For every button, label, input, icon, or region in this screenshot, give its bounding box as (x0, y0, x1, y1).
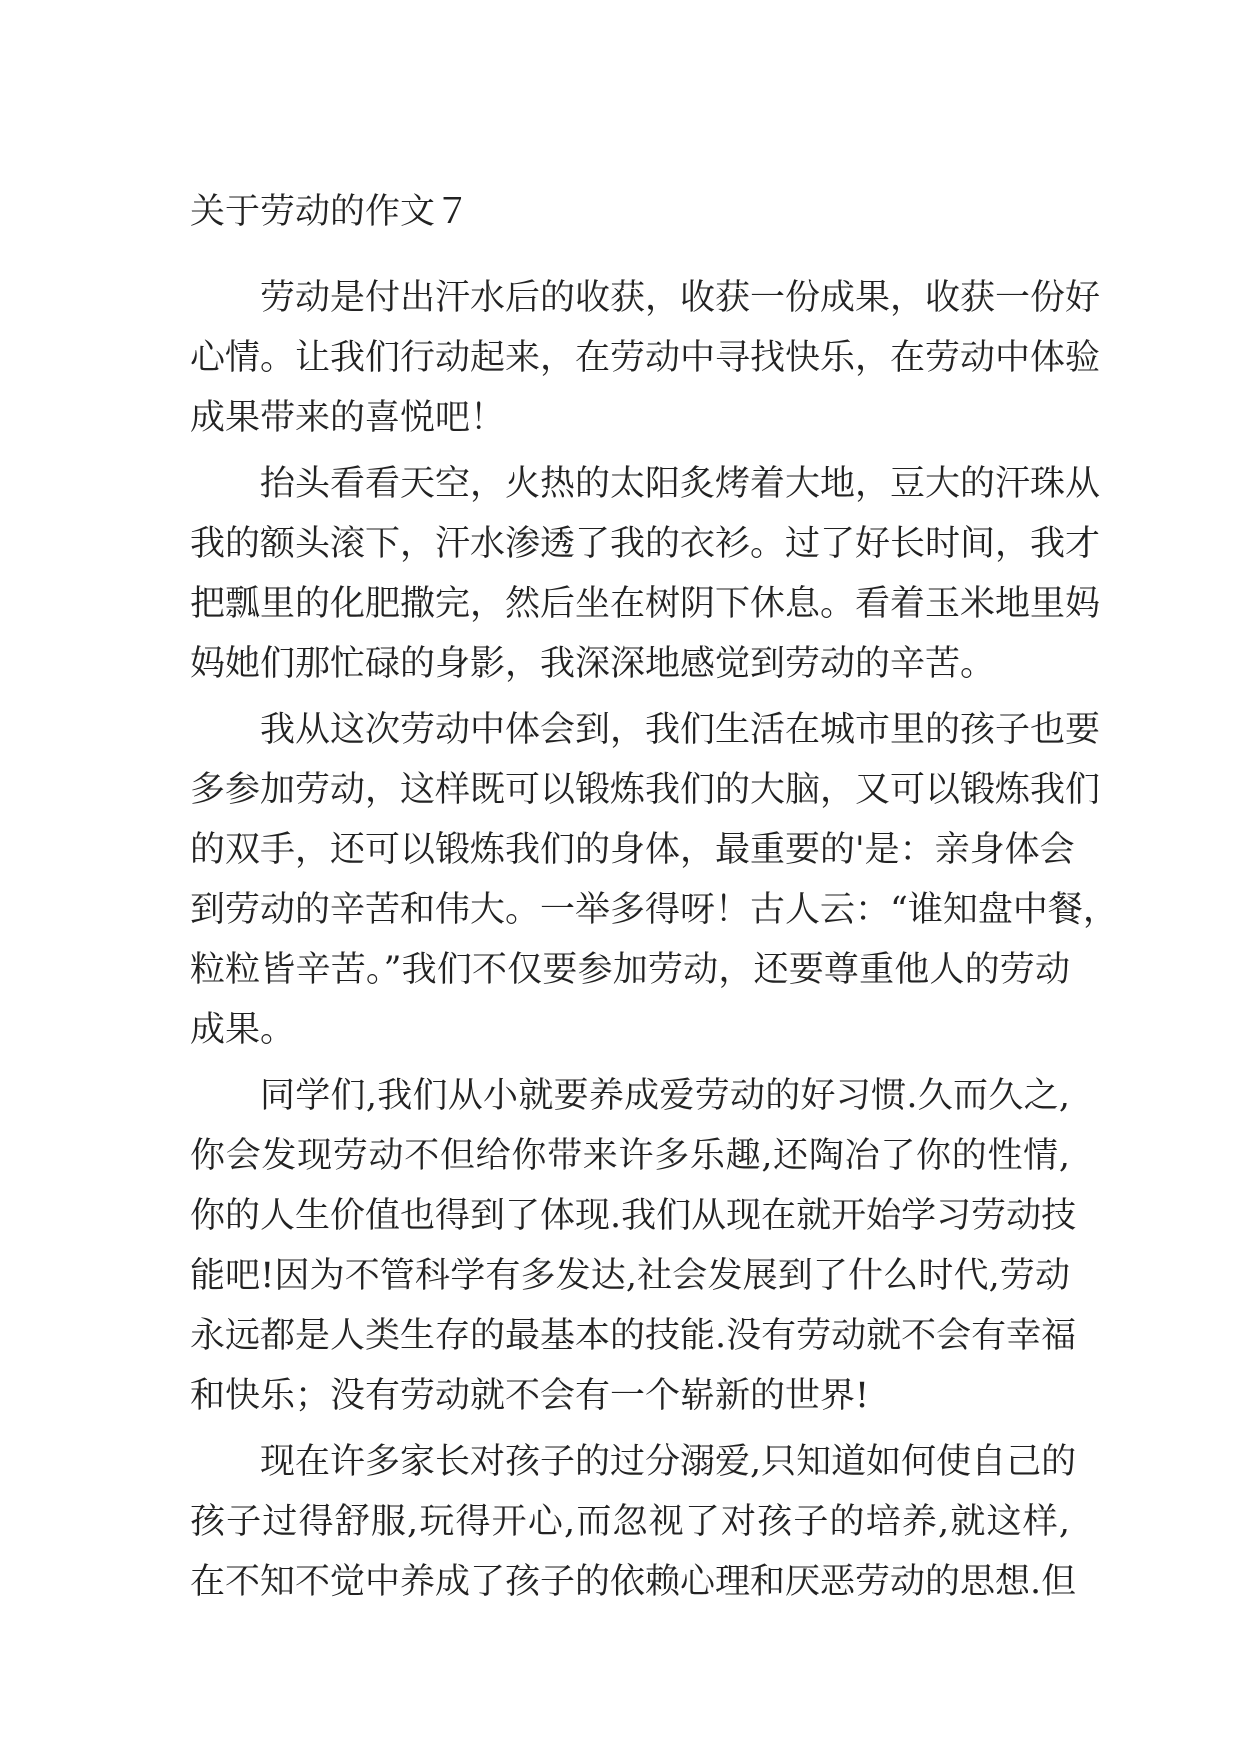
page-title: 关于劳动的作文７ (190, 192, 471, 232)
paragraph-line: 成果带来的喜悦吧！ (190, 398, 506, 438)
paragraph-line: 心情。让我们行动起来，在劳动中寻找快乐，在劳动中体验 (190, 338, 1101, 378)
paragraph-line: 妈她们那忙碌的身影，我深深地感觉到劳动的辛苦。 (190, 644, 996, 684)
paragraph-line: 你会发现劳动不但给你带来许多乐趣,还陶冶了你的性情, (190, 1136, 1070, 1176)
paragraph-line: 你的人生价值也得到了体现.我们从现在就开始学习劳动技 (190, 1196, 1077, 1236)
paragraph-line: 永远都是人类生存的最基本的技能.没有劳动就不会有幸福 (190, 1316, 1077, 1356)
paragraph-line: 多参加劳动，这样既可以锻炼我们的大脑，又可以锻炼我们 (190, 770, 1101, 810)
paragraph-line: 现在许多家长对孩子的过分溺爱,只知道如何使自己的 (260, 1442, 1077, 1482)
paragraph-line: 能吧!因为不管科学有多发达,社会发展到了什么时代,劳动 (190, 1256, 1070, 1296)
paragraph-line: 粒粒皆辛苦。”我们不仅要参加劳动，还要尊重他人的劳动 (190, 950, 1070, 990)
essay-body (190, 268, 1118, 1618)
paragraph-1 (190, 268, 1101, 448)
paragraph-line: 在不知不觉中养成了孩子的依赖心理和厌恶劳动的思想.但 (190, 1562, 1077, 1602)
paragraph-line: 劳动是付出汗水后的收获，收获一份成果，收获一份好 (260, 278, 1101, 318)
paragraph-line: 同学们,我们从小就要养成爱劳动的好习惯.久而久之, (260, 1076, 1070, 1116)
paragraph-line: 成果。 (190, 1010, 296, 1050)
paragraph-4 (190, 1066, 1077, 1426)
paragraph-5 (190, 1432, 1077, 1612)
paragraph-line: 的双手，还可以锻炼我们的身体，最重要的'是：亲身体会 (190, 830, 1075, 870)
paragraph-line: 把瓢里的化肥撒完，然后坐在树阴下休息。看着玉米地里妈 (190, 584, 1101, 624)
paragraph-line: 抬头看看天空，火热的太阳炙烤着大地，豆大的汗珠从 (260, 464, 1101, 504)
paragraph-line: 和快乐；没有劳动就不会有一个崭新的世界! (190, 1376, 870, 1416)
paragraph-line: 到劳动的辛苦和伟大。一举多得呀！古人云：“谁知盘中餐， (190, 890, 1118, 930)
paragraph-3 (190, 700, 1118, 1060)
paragraph-line: 我的额头滚下，汗水渗透了我的衣衫。过了好长时间，我才 (190, 524, 1101, 564)
paragraph-line: 我从这次劳动中体会到，我们生活在城市里的孩子也要 (260, 710, 1101, 750)
paragraph-line: 孩子过得舒服,玩得开心,而忽视了对孩子的培养,就这样, (190, 1502, 1070, 1542)
paragraph-2 (190, 454, 1101, 694)
